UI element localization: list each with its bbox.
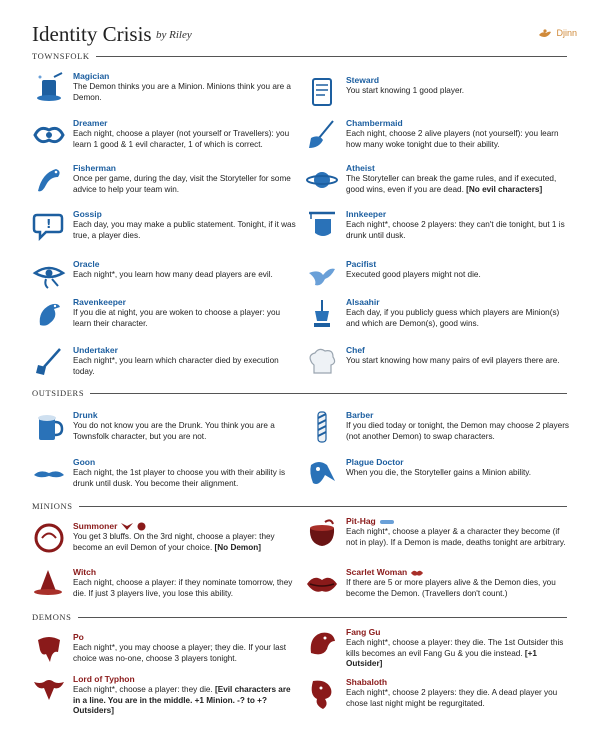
- role-ability: Each night*, you learn how many dead players are evil.: [73, 270, 273, 279]
- role-witch: [32, 567, 297, 613]
- role-ability: When you die, the Storyteller gains a Minion ability.: [346, 468, 532, 477]
- lord-of-typhon-icon: [32, 674, 66, 708]
- role-ability: Each night, choose 2 alive players (not yourself): you learn how many woke tonight due to their ability.: [346, 129, 559, 149]
- magician-icon: [32, 71, 66, 105]
- role-ability: If you died today or tonight, the Demon may choose 2 players (not another Demon) to swap characters.: [346, 421, 570, 441]
- role-ability: You get 3 bluffs. On the 3rd night, choose a player: they become an evil Demon of your choice.: [73, 532, 275, 552]
- fisherman-icon: [32, 163, 66, 197]
- barber-icon: [305, 410, 339, 444]
- role-name: Po: [73, 632, 84, 642]
- atheist-icon: [305, 163, 339, 197]
- role-magician: [32, 71, 297, 117]
- role-scarlet-woman: [305, 567, 570, 613]
- role-ability: Each night*, you may choose a player; they die. If your last choice was no-one, choose 3 players tonight.: [73, 643, 286, 663]
- fang-gu-icon: [305, 627, 339, 661]
- role-ability: Executed good players might not die.: [346, 270, 481, 279]
- role-name: Summoner: [73, 521, 118, 531]
- role-ability: Once per game, during the day, visit the Storyteller for some advice to help your team win.: [73, 174, 291, 194]
- role-name: Lord of Typhon: [73, 674, 135, 684]
- jinx-icon: [380, 519, 394, 525]
- jinx-icon: [137, 522, 146, 531]
- role-name: Alsaahir: [346, 297, 380, 307]
- role-name: Innkeeper: [346, 209, 387, 219]
- role-chef: [305, 345, 570, 391]
- section-demons: [32, 612, 567, 624]
- role-steward: [305, 75, 570, 121]
- role-name: Atheist: [346, 163, 375, 173]
- role-name: Chef: [346, 345, 365, 355]
- role-po: [32, 632, 297, 678]
- role-undertaker: [32, 345, 297, 391]
- role-ability: You do not know you are the Drunk. You think you are a Townsfolk character, but you are not.: [73, 421, 275, 441]
- role-name: Scarlet Woman: [346, 567, 408, 577]
- section-label: OUTSIDERS: [32, 388, 90, 398]
- innkeeper-icon: [305, 209, 339, 243]
- role-ability: You start knowing 1 good player.: [346, 86, 465, 95]
- role-name: Witch: [73, 567, 97, 577]
- plague-doctor-icon: [305, 457, 339, 491]
- role-fang-gu: [305, 627, 570, 673]
- role-name: Magician: [73, 71, 110, 81]
- role-name: Gossip: [73, 209, 102, 219]
- role-ability: The Demon thinks you are a Minion. Minions think you are a Demon.: [73, 82, 291, 102]
- role-fisherman: [32, 163, 297, 209]
- edition-label: Djinn: [556, 28, 577, 38]
- section-label: MINIONS: [32, 501, 79, 511]
- goon-icon: [32, 457, 66, 491]
- role-ability: If you die at night, you are woken to choose a player: you learn their character.: [73, 308, 281, 328]
- role-goon: [32, 457, 297, 503]
- role-ability: Each day, if you publicly guess which players are Minion(s) and which are Demon(s), good wins.: [346, 308, 560, 328]
- role-alsaahir: [305, 297, 570, 343]
- role-name: Chambermaid: [346, 118, 403, 128]
- role-ability: Each night*, choose a player: they die.: [73, 685, 213, 694]
- role-dreamer: [32, 118, 297, 164]
- chambermaid-icon: [305, 118, 339, 152]
- po-icon: [32, 632, 66, 666]
- pit-hag-icon: [305, 516, 339, 550]
- chef-icon: [305, 345, 339, 379]
- section-label: DEMONS: [32, 612, 78, 622]
- role-name: Undertaker: [73, 345, 118, 355]
- pacifist-icon: [305, 259, 339, 293]
- dreamer-icon: [32, 118, 66, 152]
- role-ability: Each night*, you learn which character died by execution today.: [73, 356, 279, 376]
- role-plague-doctor: [305, 457, 570, 503]
- steward-icon: [305, 75, 339, 109]
- role-ability: Each night*, choose a player: they die. The 1st Outsider this kills becomes an evil Fang Gu & you die instead.: [346, 638, 564, 658]
- section-minions: [32, 501, 567, 513]
- role-name: Drunk: [73, 410, 98, 420]
- role-ability: Each night, choose a player (not yourself or Travellers): you learn 1 good & 1 evil character, 1 of which is correct.: [73, 129, 290, 149]
- edition-badge: [538, 27, 577, 39]
- svg-text:!: !: [46, 217, 52, 231]
- alsaahir-icon: [305, 297, 339, 331]
- role-lord-of-typhon: [32, 674, 297, 720]
- role-name: Pit-Hag: [346, 516, 376, 526]
- script-header: [32, 22, 577, 48]
- role-name: Goon: [73, 457, 96, 467]
- role-barber: [305, 410, 570, 456]
- role-name: Fisherman: [73, 163, 116, 173]
- role-summoner: [32, 521, 297, 567]
- shabaloth-icon: [305, 677, 339, 711]
- djinn-lamp-icon: [538, 27, 552, 39]
- role-name: Steward: [346, 75, 380, 85]
- role-name: Barber: [346, 410, 374, 420]
- role-name: Dreamer: [73, 118, 108, 128]
- summoner-icon: [32, 521, 66, 555]
- script-author: by Riley: [156, 29, 192, 41]
- role-ability: Each night*, choose 2 players: they die. A dead player you chose last night might be regurgitated.: [346, 688, 558, 708]
- role-ability: Each night*, choose a player & a character they become (if not in play). If a Demon is made, deaths tonight are arbitrary.: [346, 527, 566, 547]
- role-name: Shabaloth: [346, 677, 388, 687]
- witch-icon: [32, 567, 66, 601]
- section-townsfolk: [32, 51, 567, 63]
- role-atheist: [305, 163, 570, 209]
- role-setup-note: [+1 Outsider]: [346, 648, 537, 668]
- role-name: Fang Gu: [346, 627, 381, 637]
- scarlet-woman-icon: [305, 567, 339, 601]
- drunk-icon: [32, 410, 66, 444]
- role-ability: Each night, choose a player: if they nominate tomorrow, they die. If just 3 players live, you lose this ability.: [73, 578, 293, 598]
- oracle-icon: [32, 259, 66, 293]
- role-name: Pacifist: [346, 259, 377, 269]
- role-drunk: [32, 410, 297, 456]
- section-label: TOWNSFOLK: [32, 51, 96, 61]
- role-name: Ravenkeeper: [73, 297, 126, 307]
- jinx-icon: [121, 522, 133, 531]
- role-shabaloth: [305, 677, 570, 723]
- role-ability: Each day, you may make a public statement. Tonight, if it was true, a player dies.: [73, 220, 296, 240]
- role-ability: If there are 5 or more players alive & the Demon dies, you become the Demon. (Travellers don't count.): [346, 578, 556, 598]
- gossip-icon: [32, 209, 66, 243]
- role-setup-note: [No Demon]: [214, 542, 261, 552]
- role-gossip: [32, 209, 297, 255]
- role-name: Plague Doctor: [346, 457, 404, 467]
- role-chambermaid: [305, 118, 570, 164]
- role-pit-hag: [305, 516, 570, 562]
- role-ability: Each night*, choose 2 players: they can't die tonight, but 1 is drunk until dusk.: [346, 220, 565, 240]
- role-ability: Each night, the 1st player to choose you with their ability is drunk until dusk. You become their alignment.: [73, 468, 286, 488]
- role-ability: You start knowing how many pairs of evil players there are.: [346, 356, 560, 365]
- script-title: Identity Crisis: [32, 22, 152, 46]
- jinx-icon: [411, 569, 423, 577]
- role-setup-note: [Evil characters are in a line. You are in the middle. +1 Minion. -? to +? Outsiders]: [73, 685, 291, 715]
- role-innkeeper: [305, 209, 570, 255]
- role-ability: The Storyteller can break the game rules, and if executed, good wins, even if you are dead.: [346, 174, 557, 194]
- ravenkeeper-icon: [32, 297, 66, 331]
- undertaker-icon: [32, 345, 66, 379]
- role-setup-note: [No evil characters]: [466, 184, 543, 194]
- section-outsiders: [32, 388, 567, 400]
- role-ravenkeeper: [32, 297, 297, 343]
- role-name: Oracle: [73, 259, 100, 269]
